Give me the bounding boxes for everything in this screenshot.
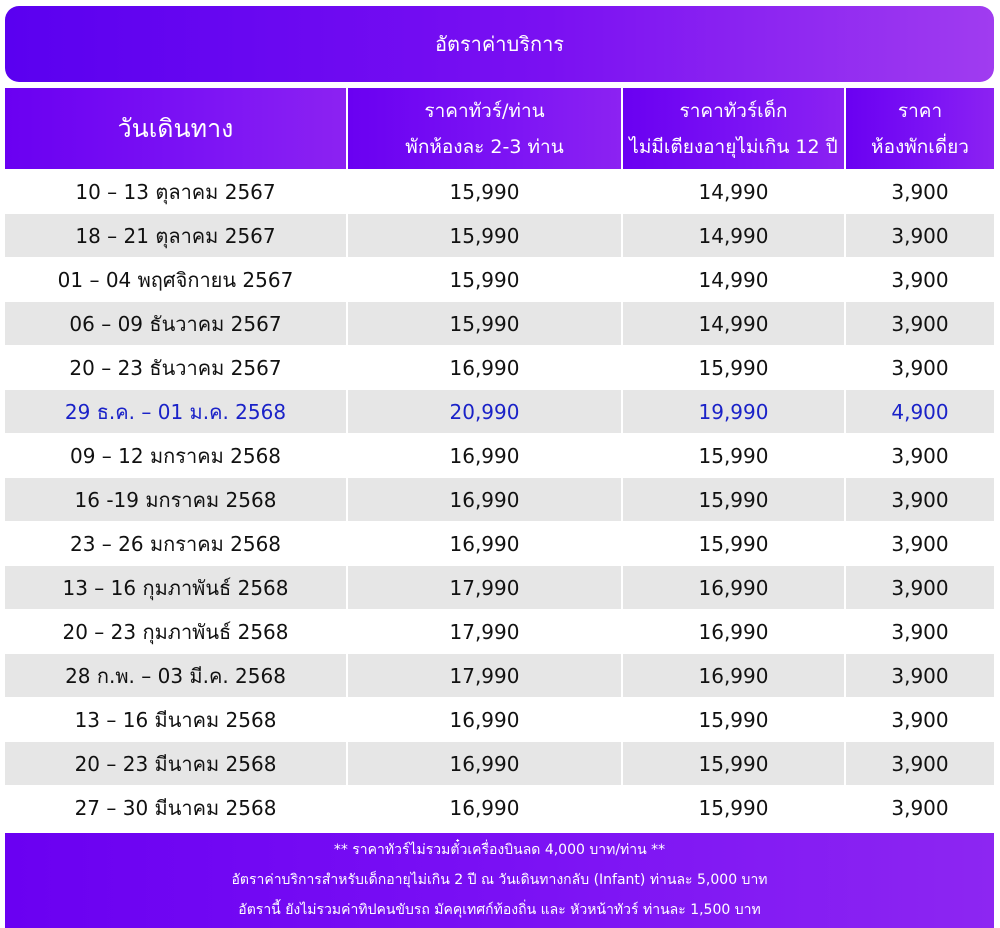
- header-travel-date: วันเดินทาง: [5, 88, 347, 170]
- cell-single-room: 3,900: [845, 258, 994, 302]
- cell-adult-price: 17,990: [347, 654, 622, 698]
- cell-single-room: 3,900: [845, 566, 994, 610]
- rates-table: [5, 88, 994, 829]
- cell-date: 27 – 30 มีนาคม 2568: [5, 786, 347, 830]
- table-row: [5, 742, 994, 786]
- cell-adult-price: 16,990: [347, 742, 622, 786]
- header-adult-price-line1: ราคาทัวร์/ท่าน: [424, 99, 545, 122]
- table-row: [5, 214, 994, 258]
- cell-child-price: 14,990: [622, 170, 845, 214]
- cell-date: 09 – 12 มกราคม 2568: [5, 434, 347, 478]
- cell-single-room: 4,900: [845, 390, 994, 434]
- cell-single-room: 3,900: [845, 698, 994, 742]
- table-row: [5, 654, 994, 698]
- note-tips-excluded: อัตรานี้ ยังไม่รวมค่าทิปคนขับรถ มัคคุเทศก์ท้องถิ่น และ หัวหน้าทัวร์ ท่านละ 1,500 บาท: [238, 902, 761, 918]
- cell-child-price: 15,990: [622, 346, 845, 390]
- table-row: [5, 522, 994, 566]
- header-adult-price: [347, 88, 622, 170]
- cell-child-price: 19,990: [622, 390, 845, 434]
- cell-single-room: 3,900: [845, 170, 994, 214]
- footer-notes: [5, 833, 994, 928]
- table-row: [5, 346, 994, 390]
- table-row-highlighted: [5, 390, 994, 434]
- cell-single-room: 3,900: [845, 654, 994, 698]
- cell-date: 01 – 04 พฤศจิกายน 2567: [5, 258, 347, 302]
- cell-child-price: 15,990: [622, 698, 845, 742]
- cell-adult-price: 15,990: [347, 214, 622, 258]
- cell-date: 13 – 16 มีนาคม 2568: [5, 698, 347, 742]
- cell-single-room: 3,900: [845, 742, 994, 786]
- cell-single-room: 3,900: [845, 522, 994, 566]
- cell-child-price: 15,990: [622, 434, 845, 478]
- table-header-row: [5, 88, 994, 170]
- cell-adult-price: 15,990: [347, 170, 622, 214]
- rate-sheet: [5, 6, 994, 928]
- header-child-price: [622, 88, 845, 170]
- cell-adult-price: 16,990: [347, 786, 622, 830]
- cell-date: 18 – 21 ตุลาคม 2567: [5, 214, 347, 258]
- cell-single-room: 3,900: [845, 214, 994, 258]
- table-row: [5, 258, 994, 302]
- cell-adult-price: 15,990: [347, 258, 622, 302]
- header-single-room-line1: ราคา: [897, 99, 943, 122]
- cell-single-room: 3,900: [845, 786, 994, 830]
- table-row: [5, 434, 994, 478]
- table-row: [5, 302, 994, 346]
- table-row: [5, 566, 994, 610]
- cell-date: 06 – 09 ธันวาคม 2567: [5, 302, 347, 346]
- cell-child-price: 16,990: [622, 610, 845, 654]
- cell-single-room: 3,900: [845, 346, 994, 390]
- page-title: อัตราค่าบริการ: [5, 6, 994, 82]
- cell-single-room: 3,900: [845, 434, 994, 478]
- cell-adult-price: 16,990: [347, 346, 622, 390]
- cell-child-price: 14,990: [622, 214, 845, 258]
- note-airfare-discount: ** ราคาทัวร์ไม่รวมตั๋วเครื่องบินลด 4,000 บาท/ท่าน **: [333, 842, 666, 858]
- header-single-room: [845, 88, 994, 170]
- cell-date: 16 -19 มกราคม 2568: [5, 478, 347, 522]
- cell-date: 28 ก.พ. – 03 มี.ค. 2568: [5, 654, 347, 698]
- cell-child-price: 16,990: [622, 654, 845, 698]
- cell-date: 23 – 26 มกราคม 2568: [5, 522, 347, 566]
- cell-adult-price: 17,990: [347, 610, 622, 654]
- note-infant-rate: อัตราค่าบริการสำหรับเด็กอายุไม่เกิน 2 ปี ณ วันเดินทางกลับ (Infant) ท่านละ 5,000 บาท: [231, 872, 768, 888]
- cell-adult-price: 20,990: [347, 390, 622, 434]
- table-row: [5, 478, 994, 522]
- header-child-price-line1: ราคาทัวร์เด็ก: [679, 99, 788, 122]
- header-single-room-line2: ห้องพักเดี่ยว: [871, 135, 969, 158]
- header-child-price-line2: ไม่มีเตียงอายุไม่เกิน 12 ปี: [629, 135, 838, 158]
- cell-date: 29 ธ.ค. – 01 ม.ค. 2568: [5, 390, 347, 434]
- cell-child-price: 16,990: [622, 566, 845, 610]
- cell-child-price: 15,990: [622, 478, 845, 522]
- cell-date: 20 – 23 กุมภาพันธ์ 2568: [5, 610, 347, 654]
- cell-adult-price: 16,990: [347, 698, 622, 742]
- cell-date: 13 – 16 กุมภาพันธ์ 2568: [5, 566, 347, 610]
- cell-child-price: 15,990: [622, 786, 845, 830]
- cell-adult-price: 16,990: [347, 522, 622, 566]
- table-row: [5, 610, 994, 654]
- table-row: [5, 786, 994, 830]
- cell-date: 20 – 23 ธันวาคม 2567: [5, 346, 347, 390]
- header-adult-price-line2: พักห้องละ 2-3 ท่าน: [405, 135, 564, 158]
- cell-adult-price: 16,990: [347, 434, 622, 478]
- cell-date: 10 – 13 ตุลาคม 2567: [5, 170, 347, 214]
- cell-adult-price: 16,990: [347, 478, 622, 522]
- cell-child-price: 15,990: [622, 522, 845, 566]
- cell-date: 20 – 23 มีนาคม 2568: [5, 742, 347, 786]
- cell-single-room: 3,900: [845, 610, 994, 654]
- cell-child-price: 14,990: [622, 258, 845, 302]
- cell-child-price: 14,990: [622, 302, 845, 346]
- cell-single-room: 3,900: [845, 302, 994, 346]
- table-row: [5, 170, 994, 214]
- cell-adult-price: 17,990: [347, 566, 622, 610]
- cell-child-price: 15,990: [622, 742, 845, 786]
- cell-single-room: 3,900: [845, 478, 994, 522]
- cell-adult-price: 15,990: [347, 302, 622, 346]
- table-row: [5, 698, 994, 742]
